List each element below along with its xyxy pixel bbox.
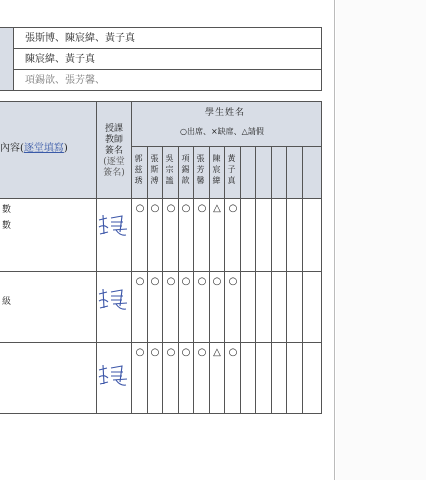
- attendance-mark: ○: [212, 276, 222, 287]
- student-names-title: 學生姓名: [205, 108, 246, 118]
- session-content-text: 數: [2, 205, 12, 215]
- attendance-mark: ○: [150, 276, 160, 287]
- teacher-signature: [96, 212, 130, 240]
- attendance-mark: ○: [228, 203, 238, 214]
- teacher-signature-header: 授課 教師 簽名 (逐堂 簽名): [103, 124, 125, 178]
- top-row-names: 項錫歆、張芳馨、: [25, 75, 105, 86]
- attendance-mark: ○: [150, 203, 160, 214]
- fill-each-session-link: 逐堂填寫: [23, 143, 64, 154]
- attendance-mark: ○: [197, 203, 207, 214]
- attendance-mark: ○: [197, 347, 207, 358]
- attendance-mark: ○: [228, 347, 238, 358]
- student-name-column: 項 錫 歆: [181, 154, 190, 185]
- attendance-mark: ○: [150, 347, 160, 358]
- attendance-mark: ○: [135, 203, 145, 214]
- page-margin: [336, 0, 426, 480]
- student-name-column: 吳 宗 謐: [165, 154, 174, 185]
- attendance-mark: ○: [135, 276, 145, 287]
- attendance-mark: ○: [197, 276, 207, 287]
- teacher-signature: [96, 286, 130, 314]
- content-column-header: 內容(逐堂填寫): [0, 143, 68, 154]
- attendance-mark: ○: [166, 203, 176, 214]
- attendance-mark: △: [213, 347, 221, 358]
- teacher-signature: [96, 362, 130, 390]
- attendance-mark: △: [213, 203, 221, 214]
- student-name-column: 張 斯 溥: [150, 154, 159, 185]
- student-name-column: 黃 子 真: [227, 154, 236, 185]
- student-name-column: 郭 兹 琇: [134, 154, 143, 185]
- page-edge-line: [334, 0, 335, 480]
- attendance-mark: ○: [181, 276, 191, 287]
- student-name-column: 陳 宸 緯: [212, 154, 221, 185]
- top-row-names: 陳宸緯、黃子真: [25, 54, 95, 65]
- attendance-mark: ○: [166, 347, 176, 358]
- attendance-legend: ○出席、×缺席、△請假: [180, 127, 264, 136]
- attendance-mark: ○: [135, 347, 145, 358]
- session-content-text: 數: [2, 221, 12, 231]
- student-name-column: 張 芳 馨: [196, 154, 205, 185]
- attendance-mark: ○: [181, 203, 191, 214]
- session-content-text: 級: [2, 297, 12, 307]
- top-row-names: 張斯博、陳宸緯、黃子真: [25, 33, 135, 44]
- attendance-mark: ○: [181, 347, 191, 358]
- attendance-mark: ○: [166, 276, 176, 287]
- attendance-mark: ○: [228, 276, 238, 287]
